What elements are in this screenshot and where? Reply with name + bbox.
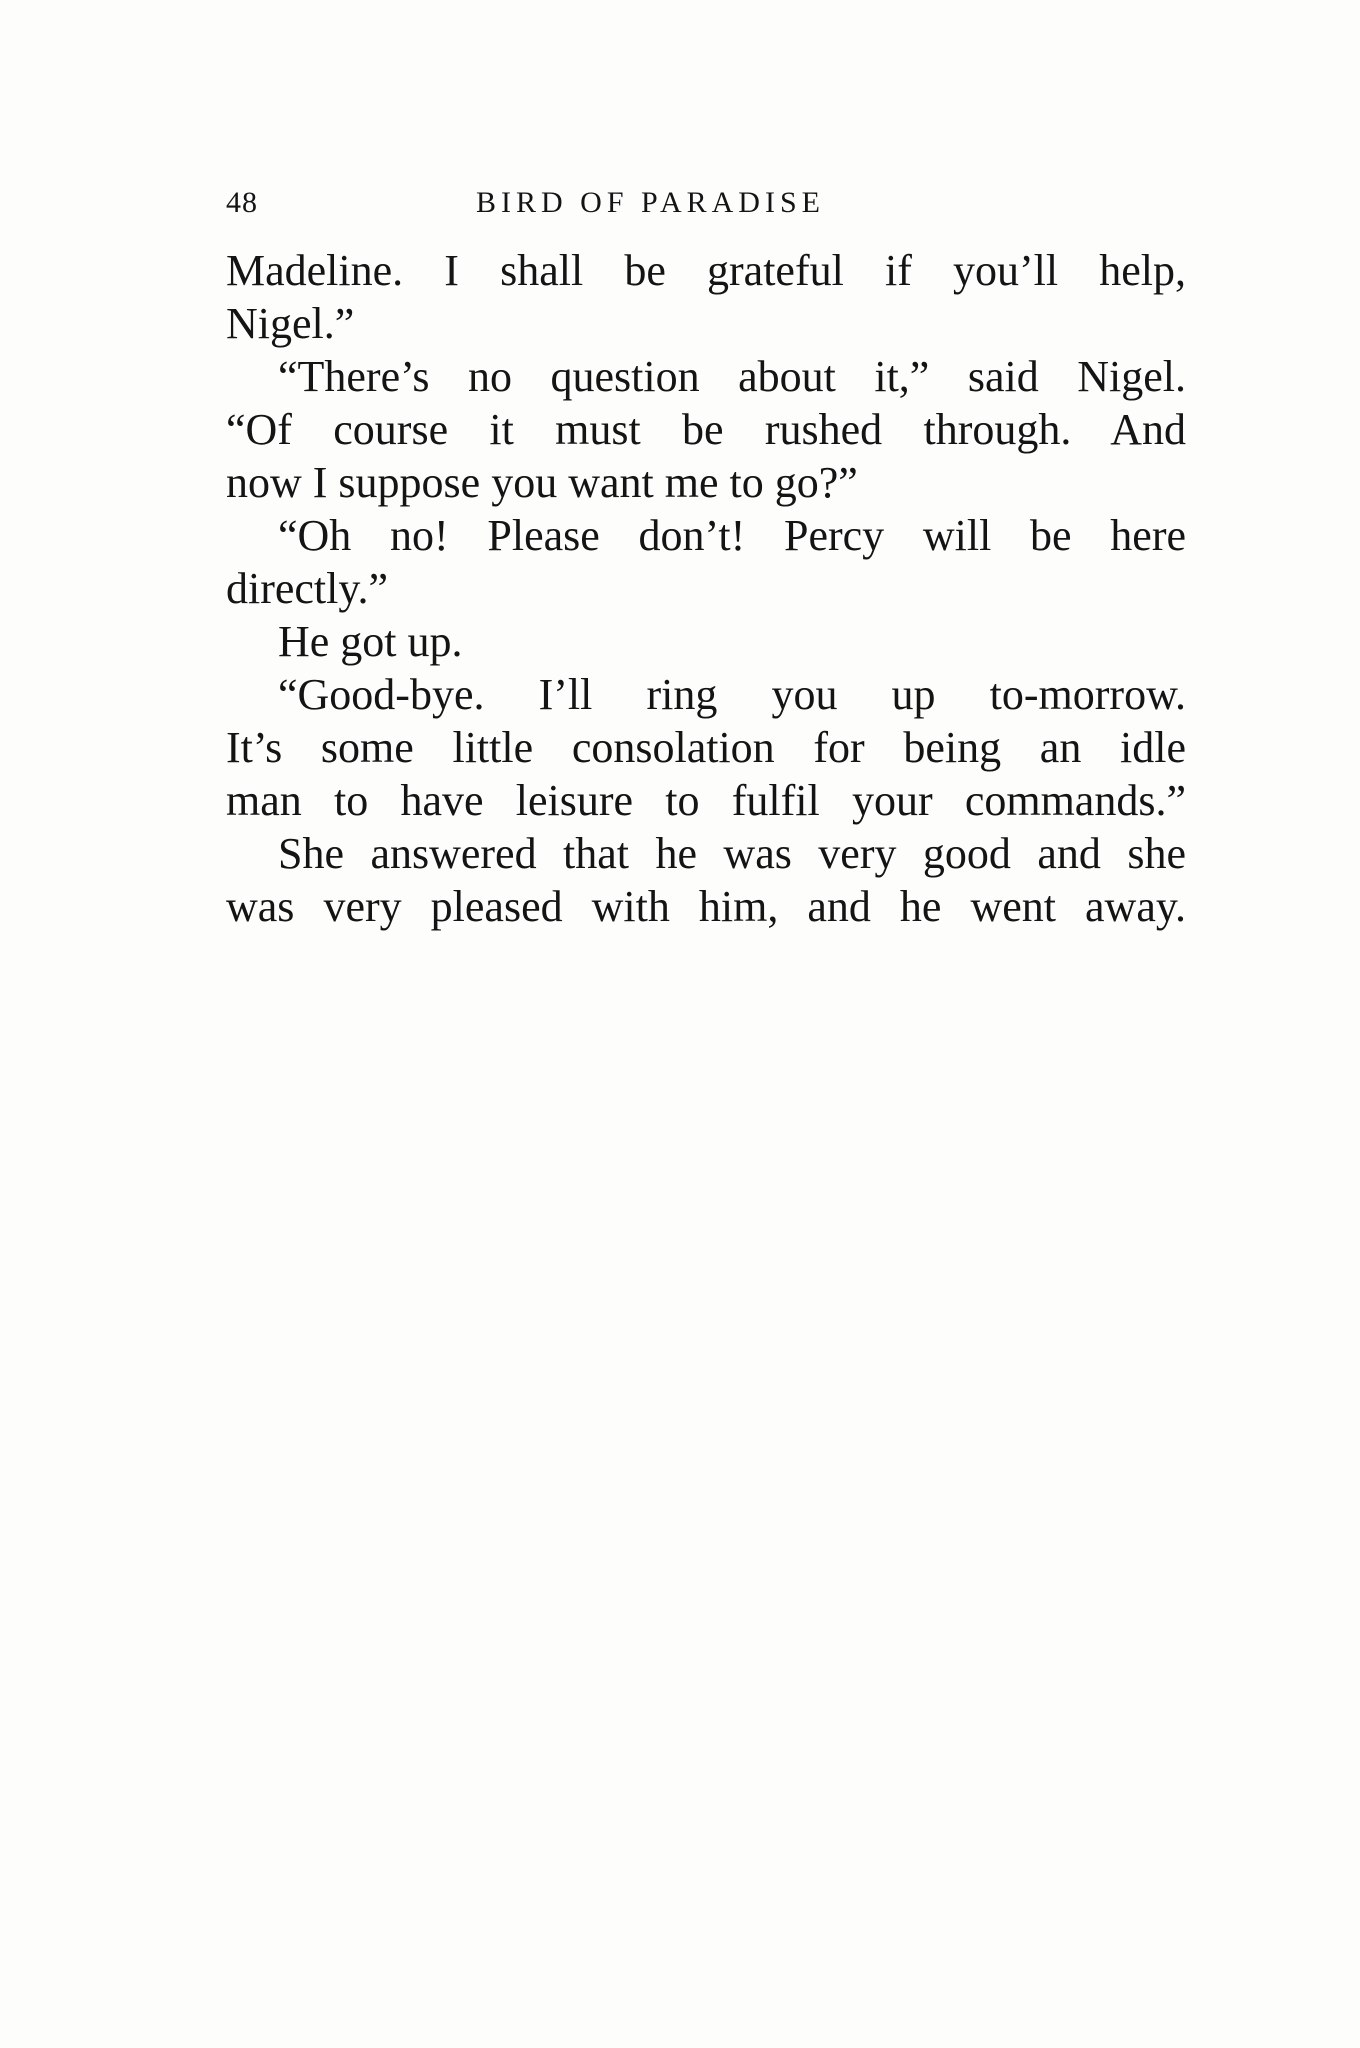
text-line: He got up. — [278, 617, 463, 666]
text-line: She answered that he was very good and she — [278, 829, 1186, 878]
text-line: was very pleased with him, and he went away. — [226, 882, 1186, 931]
running-head — [226, 186, 1186, 226]
text-line: “Good-bye. I’ll ring you up to-morrow. — [278, 670, 1186, 719]
text-line: directly.” — [226, 564, 389, 613]
page-number: 48 — [226, 186, 258, 219]
running-title: BIRD OF PARADISE — [476, 186, 825, 219]
text-line: “There’s no question about it,” said Nigel. — [278, 352, 1186, 401]
text-line: It’s some little consolation for being an idle — [226, 723, 1186, 772]
text-line: “Of course it must be rushed through. And — [226, 405, 1186, 454]
text-line: now I suppose you want me to go?” — [226, 458, 858, 507]
text-line: Madeline. I shall be grateful if you’ll help, — [226, 246, 1186, 295]
text-line: man to have leisure to fulfil your commands.” — [226, 776, 1186, 825]
text-line: “Oh no! Please don’t! Percy will be here — [278, 511, 1186, 560]
body-text — [226, 244, 1186, 933]
text-line: Nigel.” — [226, 299, 355, 348]
